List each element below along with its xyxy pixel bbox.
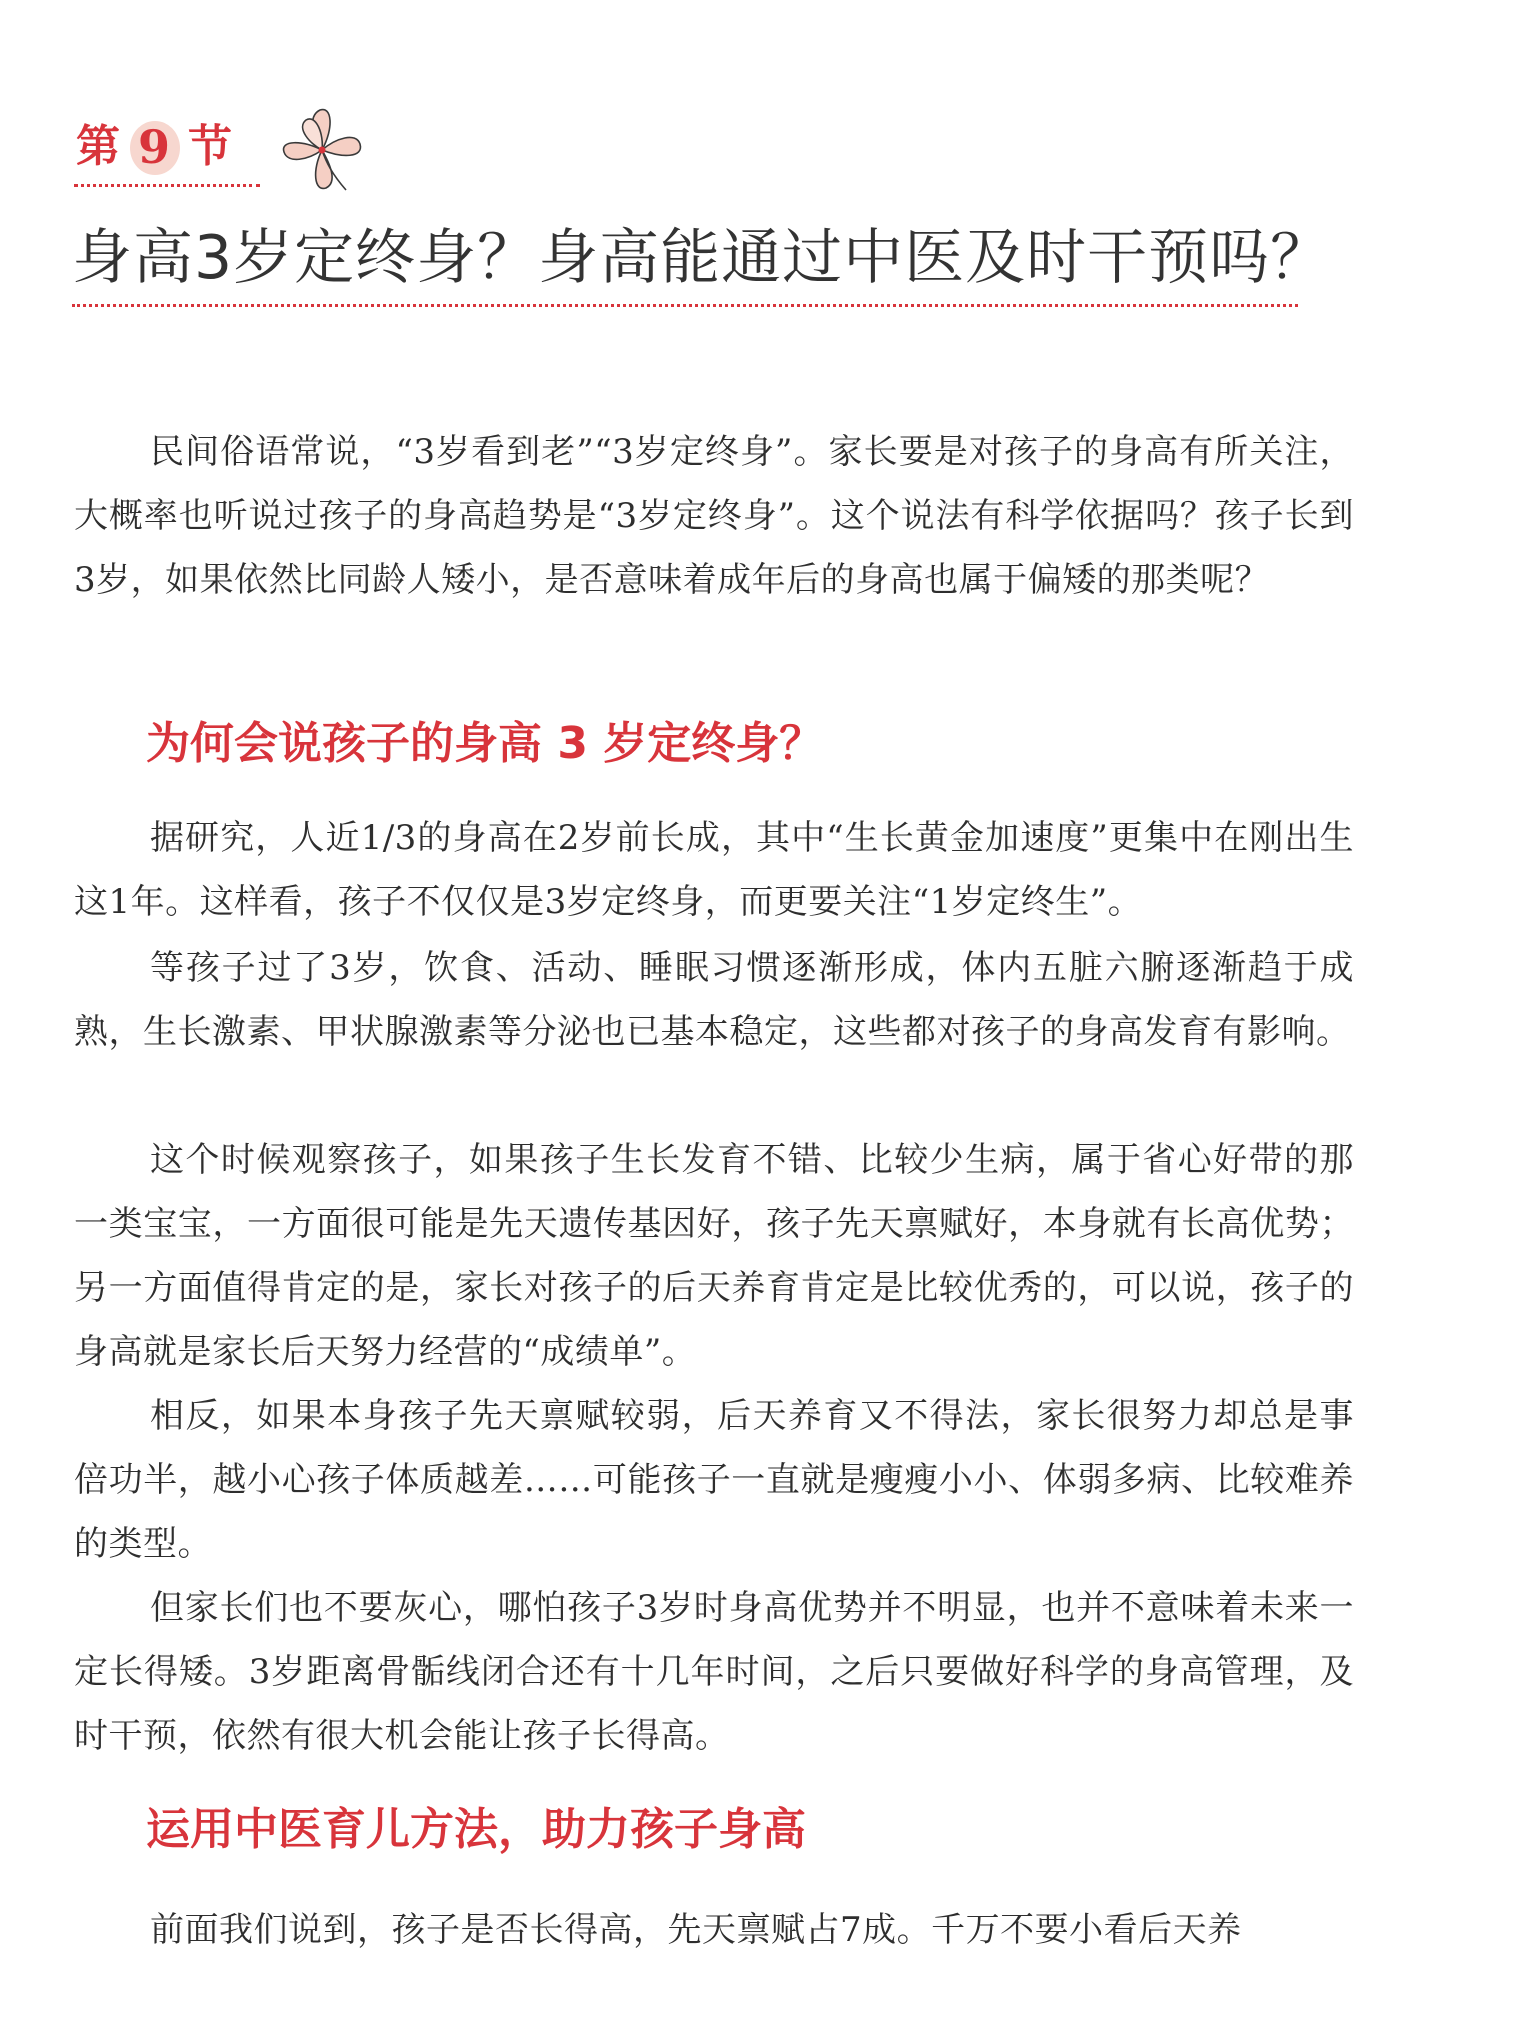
section-prefix: 第 — [76, 121, 120, 172]
paragraph: 相反，如果本身孩子先天禀赋较弱，后天养育又不得法，家长很努力却总是事倍功半，越小心孩子体质越差……可能孩子一直就是瘦瘦小小、体弱多病、比较难养的类型。 — [74, 1396, 1354, 1564]
title-underline — [72, 304, 1298, 307]
paragraph: 但家长们也不要灰心，哪怕孩子3岁时身高优势并不明显，也并不意味着未来一定长得矮。3岁距离骨骺线闭合还有十几年时间，之后只要做好科学的身高管理，及时干预，依然有很大机会能让孩子长得高。 — [74, 1588, 1354, 1756]
paragraph: 前面我们说到，孩子是否长得高，先天禀赋占7成。千万不要小看后天养 — [150, 1910, 1242, 1950]
subheading: 为何会说孩子的身高 3 岁定终身？ — [146, 718, 824, 769]
section-number: 9 — [137, 120, 170, 174]
subheading: 运用中医育儿方法，助力孩子身高 — [146, 1804, 806, 1855]
section-label — [76, 112, 232, 182]
page-title: 身高3岁定终身？身高能通过中医及时干预吗？ — [72, 223, 1332, 293]
section-number-badge — [124, 117, 184, 177]
paragraph: 等孩子过了3岁，饮食、活动、睡眠习惯逐渐形成，体内五脏六腑逐渐趋于成熟，生长激素、甲状腺激素等分泌也已基本稳定，这些都对孩子的身高发育有影响。 — [74, 948, 1354, 1052]
paragraph: 这个时候观察孩子，如果孩子生长发育不错、比较少生病，属于省心好带的那一类宝宝，一方面很可能是先天遗传基因好，孩子先天禀赋好，本身就有长高优势；另一方面值得肯定的是，家长对孩子的后天养育肯定是比较优秀的，可以说，孩子的身高就是家长后天努力经营的“成绩单”。 — [74, 1140, 1354, 1372]
section-label-underline — [74, 184, 260, 187]
section-suffix: 节 — [188, 121, 232, 172]
flower-icon — [272, 104, 372, 196]
paragraph: 民间俗语常说，“3岁看到老”“3岁定终身”。家长要是对孩子的身高有所关注，大概率也听说过孩子的身高趋势是“3岁定终身”。这个说法有科学依据吗？孩子长到3岁，如果依然比同龄人矮小，是否意味着成年后的身高也属于偏矮的那类呢？ — [74, 432, 1354, 600]
paragraph: 据研究，人近1/3的身高在2岁前长成，其中“生长黄金加速度”更集中在刚出生这1年。这样看，孩子不仅仅是3岁定终身，而更要关注“1岁定终生”。 — [74, 818, 1354, 922]
